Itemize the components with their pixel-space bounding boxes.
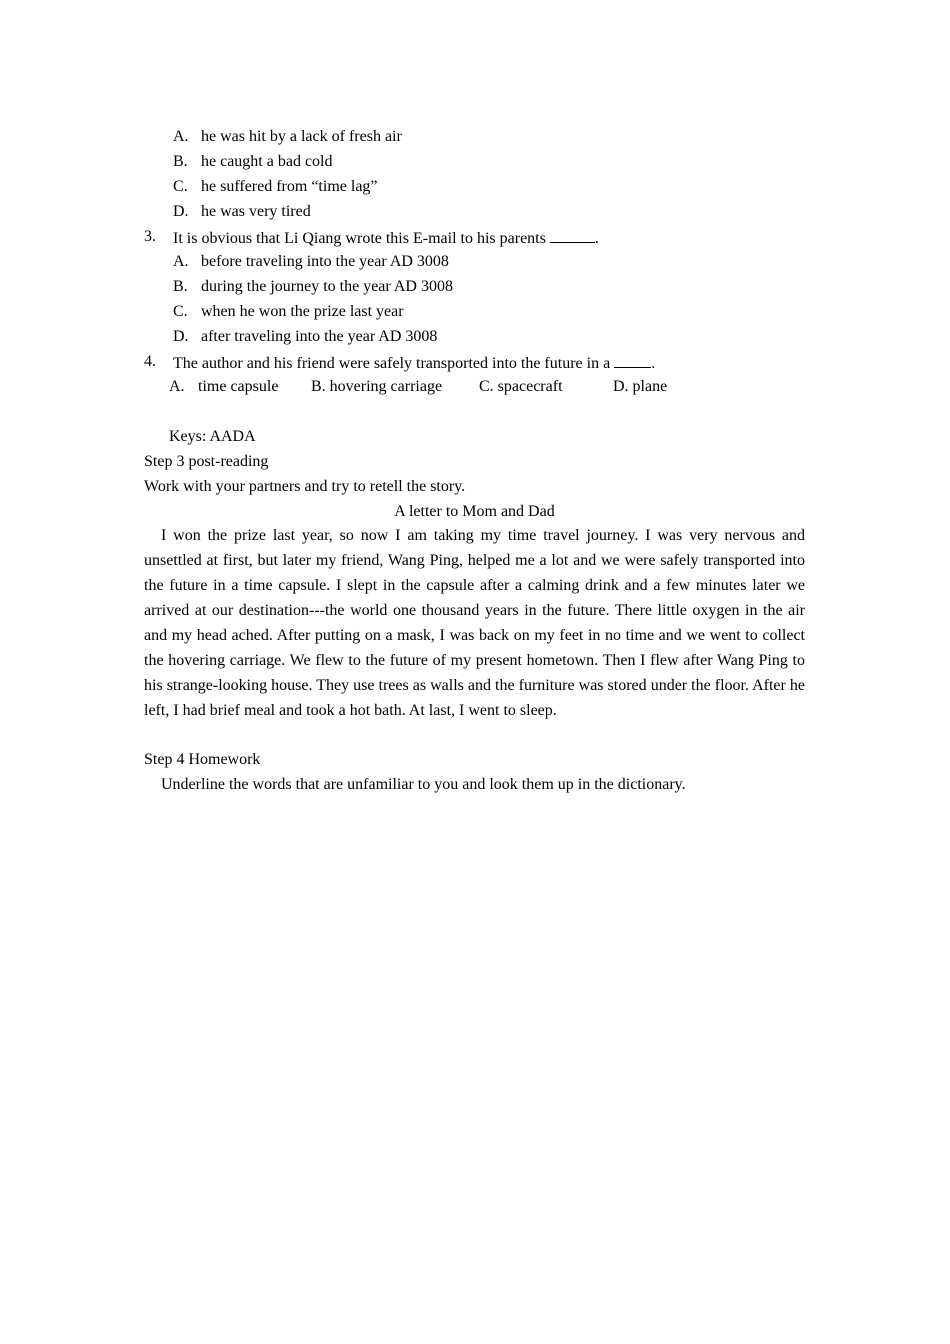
q2-option-a xyxy=(0,124,950,149)
question-text: The author and his friend were safely transported into the future in a xyxy=(173,355,611,372)
option-letter: B. xyxy=(173,153,188,170)
question-3 xyxy=(0,224,950,249)
option-letter: B. xyxy=(173,278,188,295)
letter-body: I won the prize last year, so now I am taking my time travel journey. I was very nervous and unsettled at first, but later my friend, Wang Ping, helped me a lot and we were safely transported into the future in a time capsule. I slept in the capsule after a calming drink and a few minutes later we arrived at our destination---the world one thousand years in the future. There little oxygen in the air and my head ached. After putting on a mask, I was back on my feet in no time and we went to collect the hovering carriage. We flew to the future of my present hometown. Then I flew after Wang Ping to his strange-looking house. They use trees as walls and the furniture was stored under the floor. After he left, I had brief meal and took a hot bath. At last, I went to sleep. xyxy=(144,527,805,719)
q2-option-d xyxy=(0,199,950,224)
step4-heading: Step 4 Homework xyxy=(144,751,261,768)
option-text: he suffered from “time lag” xyxy=(201,178,378,195)
q4-options xyxy=(0,374,950,399)
question-4 xyxy=(0,349,950,374)
question-text-wrap xyxy=(173,349,655,376)
option-b: B. hovering carriage xyxy=(311,378,443,395)
answer-blank xyxy=(614,349,651,368)
q3-option-d xyxy=(0,324,950,349)
answer-keys: Keys: AADA xyxy=(169,428,256,445)
step3-heading: Step 3 post-reading xyxy=(144,453,269,470)
step3-instruction: Work with your partners and try to retell the story. xyxy=(144,478,466,495)
option-text: he was hit by a lack of fresh air xyxy=(201,128,402,145)
option-text: during the journey to the year AD 3008 xyxy=(201,278,453,295)
option-letter: C. xyxy=(173,178,188,195)
question-end: . xyxy=(594,230,599,247)
answer-blank xyxy=(550,224,595,243)
option-a-text: time capsule xyxy=(198,378,279,395)
q2-option-b xyxy=(0,149,950,174)
option-d: D. plane xyxy=(613,378,668,395)
option-text: when he won the prize last year xyxy=(201,303,404,320)
option-text: before traveling into the year AD 3008 xyxy=(201,253,449,270)
option-text: after traveling into the year AD 3008 xyxy=(201,328,438,345)
q3-option-a xyxy=(0,249,950,274)
question-number: 4. xyxy=(144,353,156,370)
step4-text: Underline the words that are unfamiliar to you and look them up in the dictionary. xyxy=(161,776,686,793)
q3-option-b xyxy=(0,274,950,299)
q2-option-c xyxy=(0,174,950,199)
question-number: 3. xyxy=(144,228,156,245)
option-text: he was very tired xyxy=(201,203,311,220)
question-text-wrap xyxy=(173,224,599,251)
q3-option-c xyxy=(0,299,950,324)
option-letter: A. xyxy=(169,378,185,395)
option-letter: D. xyxy=(173,203,189,220)
option-letter: A. xyxy=(173,128,189,145)
question-end: . xyxy=(651,355,656,372)
question-text: It is obvious that Li Qiang wrote this E-mail to his parents xyxy=(173,230,546,247)
option-letter: C. xyxy=(173,303,188,320)
option-letter: D. xyxy=(173,328,189,345)
option-text: he caught a bad cold xyxy=(201,153,333,170)
option-letter: A. xyxy=(173,253,189,270)
letter-title: A letter to Mom and Dad xyxy=(394,503,555,520)
option-c: C. spacecraft xyxy=(479,378,563,395)
